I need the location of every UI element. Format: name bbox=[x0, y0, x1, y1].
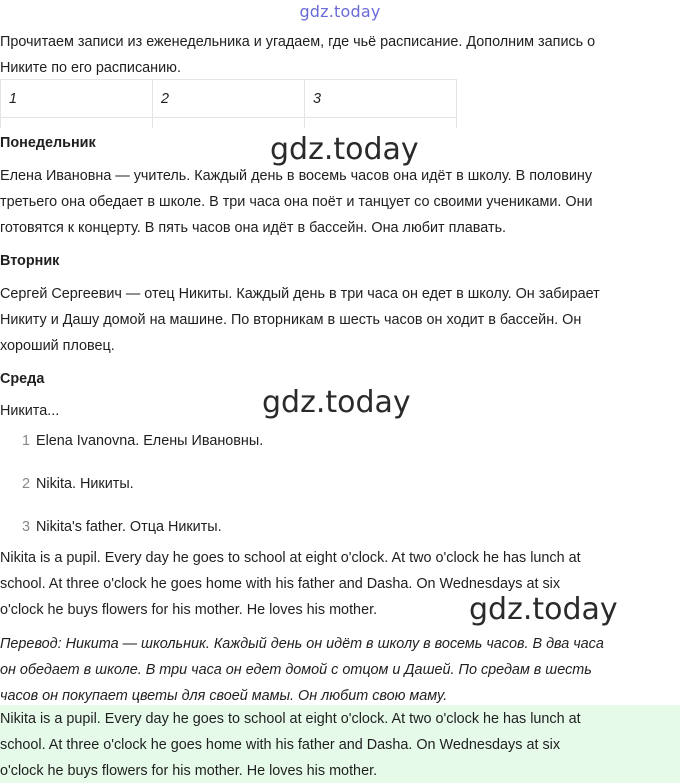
table-cell-empty bbox=[153, 118, 305, 128]
table-cell-empty bbox=[1, 118, 153, 128]
section-heading-monday: Понедельник bbox=[0, 135, 96, 151]
body-line: готовятся к концерту. В пять часов она идёт в бассейн. Она любит плавать. bbox=[0, 220, 507, 236]
section-heading-wednesday: Среда bbox=[0, 371, 45, 387]
body-line: Сергей Сергеевич — отец Никиты. Каждый день в три часа он едет в школу. Он забирает bbox=[0, 286, 600, 302]
list-number: 2 bbox=[21, 476, 30, 492]
english-line: school. At three o'clock he goes home with his father and Dasha. On Wednesdays at six bbox=[0, 576, 561, 592]
body-line: хороший пловец. bbox=[0, 338, 115, 354]
intro-line: Никите по его расписанию. bbox=[0, 60, 181, 76]
list-text: Nikita's father. Отца Никиты. bbox=[36, 519, 222, 535]
watermark: gdz.today bbox=[270, 132, 419, 167]
english-line: Nikita is a pupil. Every day he goes to school at eight o'clock. At two o'clock he has lunch at bbox=[0, 550, 581, 566]
section-body-monday bbox=[0, 163, 680, 241]
translation-line: Перевод: Никита — школьник. Каждый день он идёт в школу в восемь часов. В два часа bbox=[0, 636, 604, 652]
section-body-wednesday: Никита... bbox=[0, 403, 60, 419]
english-paragraph bbox=[0, 545, 680, 623]
answer-table bbox=[0, 79, 457, 128]
intro-line: Прочитаем записи из еженедельника и угадаем, где чьё расписание. Дополним запись о bbox=[0, 34, 596, 50]
table-cell-1: 1 bbox=[1, 80, 153, 118]
body-line: третьего она обедает в школе. В три часа она поёт и танцует со своими учениками. Они bbox=[0, 194, 593, 210]
watermark: gdz.today bbox=[262, 385, 411, 420]
body-line: Елена Ивановна — учитель. Каждый день в восемь часов она идёт в школу. В половину bbox=[0, 168, 593, 184]
highlighted-line: o'clock he buys flowers for his mother. He loves his mother. bbox=[0, 763, 378, 779]
list-number: 1 bbox=[21, 433, 30, 449]
table-cell-2: 2 bbox=[153, 80, 305, 118]
table-cell-empty bbox=[305, 118, 457, 128]
highlighted-line: school. At three o'clock he goes home with his father and Dasha. On Wednesdays at six bbox=[0, 737, 561, 753]
translation-line: часов он покупает цветы для своей мамы. Он любит свою маму. bbox=[0, 688, 448, 704]
intro-paragraph bbox=[0, 29, 680, 81]
english-line: o'clock he buys flowers for his mother. He loves his mother. bbox=[0, 602, 378, 618]
table-cell-3: 3 bbox=[305, 80, 457, 118]
section-body-tuesday bbox=[0, 281, 680, 359]
translation-paragraph bbox=[0, 631, 680, 709]
list-item bbox=[0, 428, 263, 471]
body-line: Никиту и Дашу домой на машине. По вторникам в шесть часов он ходит в бассейн. Он bbox=[0, 312, 582, 328]
watermark: gdz.today bbox=[469, 592, 618, 627]
list-item bbox=[0, 471, 263, 514]
highlighted-paragraph bbox=[0, 706, 680, 784]
table-row bbox=[1, 118, 457, 128]
highlighted-line: Nikita is a pupil. Every day he goes to school at eight o'clock. At two o'clock he has lunch at bbox=[0, 711, 581, 727]
list-text: Nikita. Никиты. bbox=[36, 476, 134, 492]
list-text: Elena Ivanovna. Елены Ивановны. bbox=[36, 433, 264, 449]
answer-list bbox=[0, 428, 263, 557]
section-heading-tuesday: Вторник bbox=[0, 253, 60, 269]
site-logo[interactable]: gdz.today bbox=[299, 2, 381, 21]
list-number: 3 bbox=[21, 519, 30, 535]
translation-line: он обедает в школе. В три часа он едет домой с отцом и Дашей. По средам в шесть bbox=[0, 662, 592, 678]
table-row bbox=[1, 80, 457, 118]
